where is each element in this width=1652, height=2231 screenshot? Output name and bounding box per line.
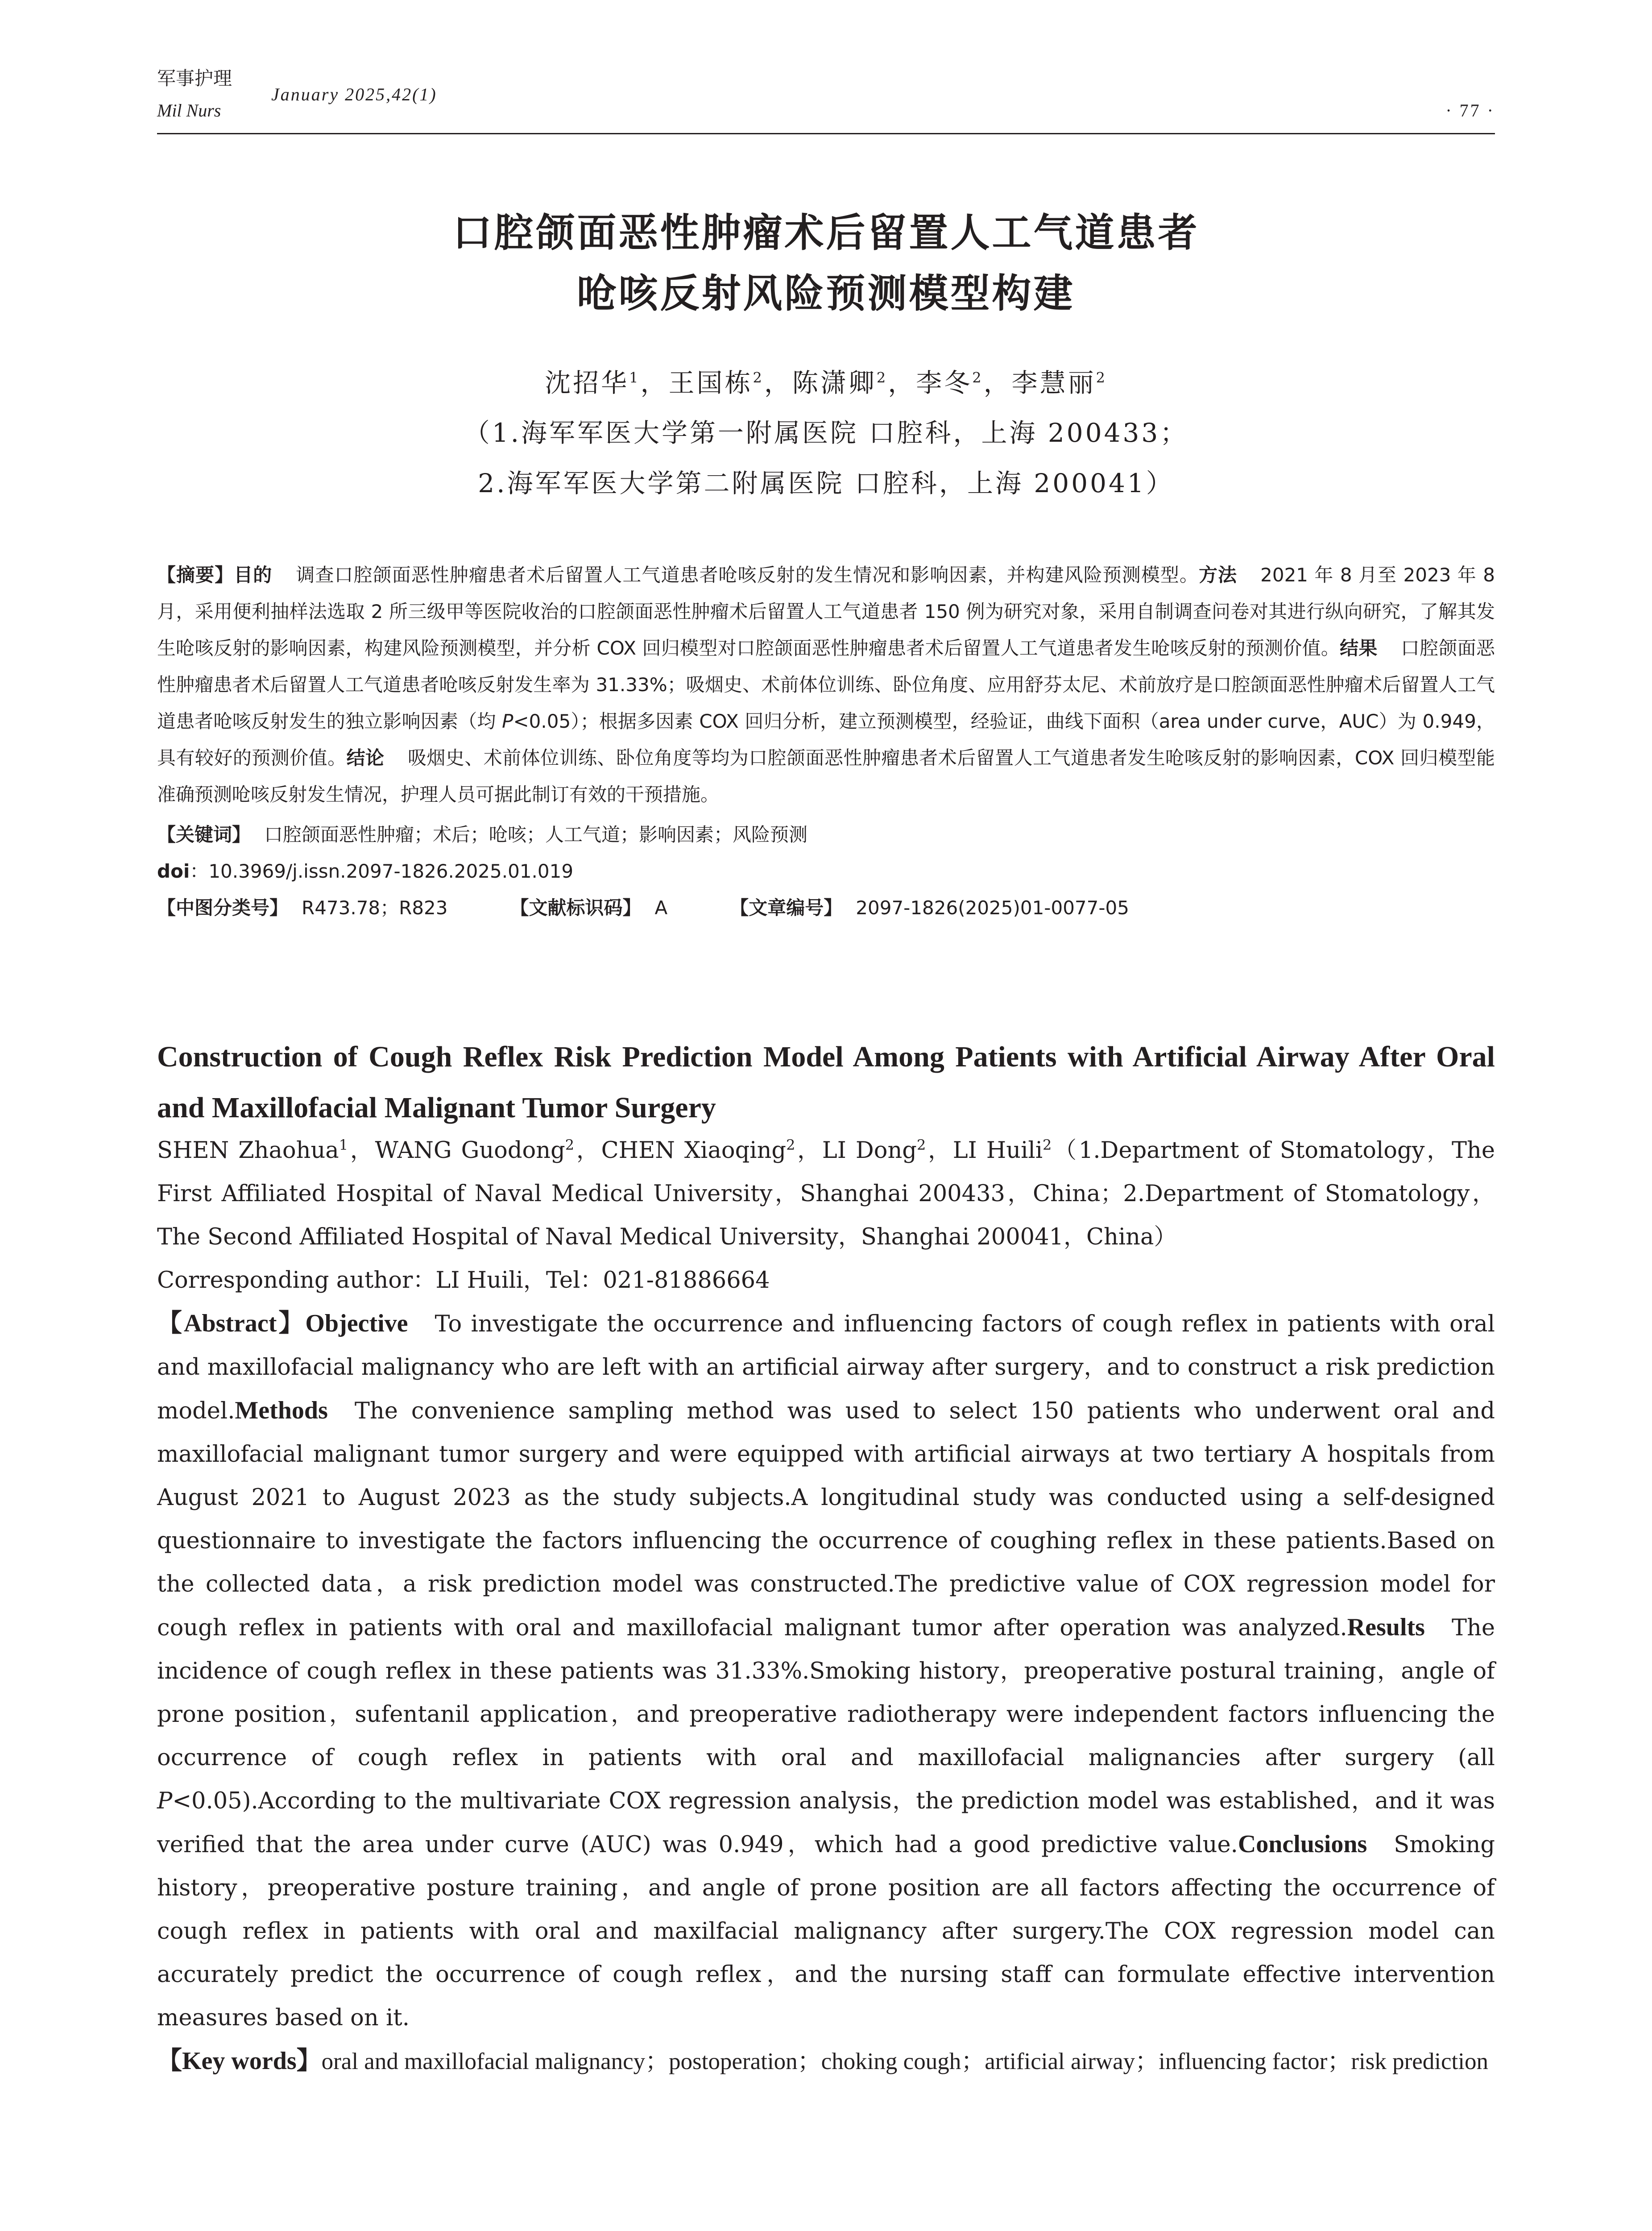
title-en: Construction of Cough Reflex Risk Prediction Model Among Patients with Artificial Airway After Oral and Maxillofacial Malignant Tumor Surgery — [157, 1041, 1495, 1124]
methods-cn-text: 2021 年 8 月至 2023 年 8 月，采用便利抽样法选取 2 所三级甲等医院收治的口腔颌面恶性肿瘤术后留置人工气道患者 150 例为研究对象，采用自制调查问卷对其进行纵向研究，了解其发生呛咳反射的影响因素，构建风险预测模型，并分析 COX 回归模型对口腔颌面恶性肿瘤患者术后留置人工气道患者发生呛咳反射的预测价值。 — [157, 564, 1495, 659]
journal-name-en: Mil Nurs — [157, 100, 221, 120]
results-en-text: The incidence of cough reflex in these patients was 31.33%.Smoking history，preoperative postural training，angle of prone position，sufentanil application，and preoperative radiotherapy were independent factors influencing the occurrence of cough reflex in patients with oral and maxillofacial malignancies after surgery (all — [157, 1615, 1495, 1771]
author-affiliation-mark: 2 — [916, 1136, 926, 1153]
author-name: ，李慧丽 — [983, 368, 1096, 398]
keywords-en-label: 【Key words】 — [157, 2047, 322, 2075]
results-en-text-2: <0.05).According to the multivariate COX regression analysis，the prediction model was established，and it was verified that the area under curve (AUC) was 0.949，which had a good predictive value. — [157, 1788, 1495, 1858]
clc-label: 【中图分类号】 — [157, 897, 289, 919]
author-name: ，李冬 — [888, 368, 973, 398]
author-name-en: ，WANG Guodong — [348, 1137, 565, 1164]
author-affiliation-mark: 2 — [972, 369, 984, 386]
author-affiliation-mark: 1 — [339, 1136, 348, 1153]
keywords-cn-text: 口腔颌面恶性肿瘤；术后；呛咳；人工气道；影响因素；风险预测 — [264, 824, 808, 846]
doi-value: ：10.3969/j.issn.2097-1826.2025.01.019 — [190, 860, 574, 882]
doc-code-value: A — [654, 897, 668, 919]
author-name-en: ，LI Dong — [795, 1137, 917, 1164]
abstract-en-label: 【Abstract】 — [157, 1310, 306, 1337]
header-rule — [157, 133, 1495, 134]
authors-en — [157, 1129, 1495, 1302]
conclusions-en-label: Conclusions — [1238, 1830, 1367, 1858]
objective-en-text: To investigate the occurrence and influencing factors of cough reflex in patients with oral and maxillofacial malignancy who are left with an artificial airway after surgery，and to construct a risk prediction model. — [157, 1311, 1495, 1424]
author-affiliation-mark: 2 — [786, 1136, 795, 1153]
author-affiliation-mark: 1 — [629, 369, 641, 386]
abstract-cn-label: 【摘要】 — [157, 564, 234, 586]
article-number-label: 【文章编号】 — [730, 897, 843, 919]
corresponding-author: Corresponding author：LI Huili，Tel：021-81886664 — [157, 1267, 770, 1294]
author-name-en: SHEN Zhaohua — [157, 1137, 339, 1164]
methods-en-label: Methods — [235, 1397, 328, 1424]
keywords-cn-label: 【关键词】 — [157, 824, 251, 846]
author-name-en: ，CHEN Xiaoqing — [574, 1137, 787, 1164]
author-affiliation-mark: 2 — [1096, 369, 1107, 386]
author-affiliation-mark: 2 — [753, 369, 764, 386]
clc-value: R473.78；R823 — [302, 897, 448, 919]
page-number: · 77 · — [1445, 100, 1495, 120]
author-name: ，王国栋 — [640, 368, 753, 398]
conclusion-cn-label: 结论 — [346, 747, 385, 769]
issue-date: January 2025,42(1) — [271, 84, 437, 104]
keywords-en — [157, 2040, 1495, 2083]
abstract-cn — [157, 557, 1495, 926]
author-affiliation-mark: 2 — [876, 369, 888, 386]
affiliation-en: （1.Department of Stomatology，The First Affiliated Hospital of Naval Medical University，Shanghai 200433，China；2.Department of Stomatology，The Second Affiliated Hospital of Naval Medical University，Shanghai 200041，China） — [157, 1137, 1495, 1250]
classification-line — [157, 890, 1495, 926]
keywords-en-text: oral and maxillofacial malignancy；postoperation；choking cough；artificial airway；influencing factor；risk prediction — [321, 2049, 1488, 2074]
p-value-symbol: P — [157, 1788, 173, 1814]
author-affiliation-mark: 2 — [565, 1136, 575, 1153]
results-en-label: Results — [1347, 1613, 1425, 1641]
author-name: 沈招华 — [545, 368, 629, 398]
p-value-symbol: P — [502, 710, 513, 732]
title-cn-line-1: 口腔颌面恶性肿瘤术后留置人工气道患者 — [452, 210, 1200, 256]
journal-name-cn: 军事护理 — [157, 67, 232, 89]
author-name: ，陈潇卿 — [764, 368, 877, 398]
methods-cn-label: 方法 — [1199, 564, 1238, 586]
objective-en-label: Objective — [305, 1310, 408, 1337]
results-cn-text: 口腔颌面恶性肿瘤患者术后留置人工气道患者呛咳反射发生率为 31.33%；吸烟史、术前体位训练、卧位角度、应用舒芬太尼、术前放疗是口腔颌面恶性肿瘤术后留置人工气道患者呛咳反射发生的独立影响因素（均 — [157, 637, 1495, 732]
keywords-cn — [157, 817, 1495, 853]
abstract-en — [157, 1302, 1495, 2083]
author-name-en: ，LI Huili — [926, 1137, 1043, 1164]
authors-cn — [157, 365, 1495, 401]
methods-en-text: The convenience sampling method was used to select 150 patients who underwent oral and maxillofacial malignant tumor surgery and were equipped with artificial airways at two tertiary A hospitals from August 2021 to August 2023 as the study subjects.A longitudinal study was conducted using a self-designed questionnaire to investigate the factors influencing the occurrence of coughing reflex in these patients.Based on the collected data，a risk prediction model was constructed.The predictive value of COX regression model for cough reflex in patients with oral and maxillofacial malignant tumor after operation was analyzed. — [157, 1398, 1495, 1641]
abstract-cn-body — [157, 557, 1495, 813]
conclusion-cn-text: 吸烟史、术前体位训练、卧位角度等均为口腔颌面恶性肿瘤患者术后留置人工气道患者发生呛咳反射的影响因素，COX 回归模型能准确预测呛咳反射发生情况，护理人员可据此制订有效的干预措施。 — [157, 747, 1495, 805]
affiliation-cn-line-2: 2.海军军医大学第二附属医院 口腔科，上海 200041） — [478, 468, 1174, 498]
doc-code-label: 【文献标识码】 — [510, 897, 642, 919]
abstract-en-body — [157, 1302, 1495, 2040]
article-number-value: 2097-1826(2025)01-0077-05 — [856, 897, 1129, 919]
results-cn-text-2: <0.05）；根据多因素 COX 回归分析，建立预测模型，经验证，曲线下面积（area under curve，AUC）为 0.949，具有较好的预测价值。 — [157, 710, 1495, 769]
objective-cn-label: 目的 — [234, 564, 273, 586]
author-affiliation-mark: 2 — [1043, 1136, 1052, 1153]
doi-line — [157, 853, 1495, 890]
results-cn-label: 结果 — [1340, 637, 1378, 659]
title-cn-line-2: 呛咳反射风险预测模型构建 — [577, 270, 1075, 316]
affiliation-cn-line-1: （1.海军军医大学第一附属医院 口腔科，上海 200433； — [464, 418, 1188, 448]
doi-label: doi — [157, 860, 190, 882]
objective-cn-text: 调查口腔颌面恶性肿瘤患者术后留置人工气道患者呛咳反射的发生情况和影响因素，并构建风险预测模型。 — [295, 564, 1199, 586]
conclusions-en-text: Smoking history，preoperative posture training，and angle of prone position are all factors affecting the occurrence of cough reflex in patients with oral and maxilfacial malignancy after surgery.The COX regression model can accurately predict the occurrence of cough reflex，and the nursing staff can formulate effective intervention measures based on it. — [157, 1832, 1495, 2031]
